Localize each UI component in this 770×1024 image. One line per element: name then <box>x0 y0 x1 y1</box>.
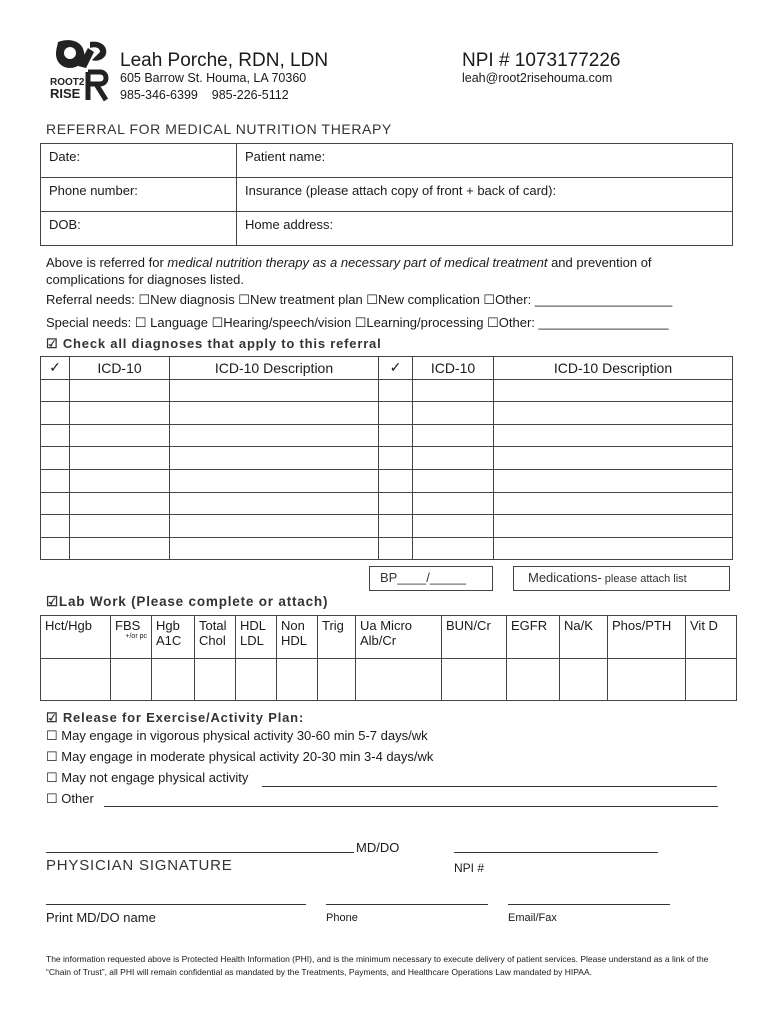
icd-row <box>41 492 733 515</box>
logo-text-rise: RISE <box>50 86 81 101</box>
print-name-label: Print MD/DO name <box>46 910 156 925</box>
lab-value-cell[interactable] <box>318 659 356 701</box>
date-field[interactable] <box>41 144 237 178</box>
phone-field[interactable] <box>41 178 237 212</box>
icd-check-cell-2[interactable] <box>379 402 413 425</box>
icd-row <box>41 469 733 492</box>
icd-check-cell[interactable] <box>41 492 70 515</box>
medications-label: Medications- <box>528 570 602 585</box>
icd10-cell-2[interactable] <box>413 424 494 447</box>
icd10-header: ICD-10 <box>70 357 170 380</box>
exercise-other-line[interactable] <box>104 806 718 807</box>
icd-description-cell[interactable] <box>170 424 379 447</box>
referral-statement-part1: Above is referred for <box>46 255 168 270</box>
lab-column-label: EGFR <box>511 618 548 633</box>
icd-check-cell[interactable] <box>41 537 70 560</box>
icd-check-cell[interactable] <box>41 469 70 492</box>
referral-statement <box>46 254 726 288</box>
lab-column-header <box>318 616 356 659</box>
icd-check-cell[interactable] <box>41 447 70 470</box>
icd-description-cell-2[interactable] <box>494 379 733 402</box>
lab-column-label-2: LDL <box>240 633 264 648</box>
lab-column-header <box>152 616 195 659</box>
root2rise-logo <box>48 38 112 102</box>
exercise-option-other[interactable]: ☐ Other <box>46 791 94 806</box>
icd-row <box>41 447 733 470</box>
lab-value-cell[interactable] <box>686 659 737 701</box>
email-fax-label: Email/Fax <box>508 912 557 924</box>
provider-email: leah@root2risehouma.com <box>462 71 613 85</box>
lab-column-label: FBS <box>115 618 141 633</box>
medications-field[interactable] <box>513 566 730 591</box>
icd-table <box>40 356 733 560</box>
icd-row <box>41 402 733 425</box>
icd-description-cell[interactable] <box>170 515 379 538</box>
icd-check-cell-2[interactable] <box>379 469 413 492</box>
dob-field[interactable] <box>41 212 237 246</box>
diagnoses-heading: ☑ Check all diagnoses that apply to this referral <box>46 336 382 351</box>
lab-value-cell[interactable] <box>560 659 608 701</box>
lab-column-header <box>41 616 111 659</box>
icd-description-cell-2[interactable] <box>494 537 733 560</box>
lab-column-header <box>356 616 442 659</box>
lab-column-label-2: Chol <box>199 633 226 648</box>
lab-column-label: Ua Micro <box>360 618 413 633</box>
patient-name-field[interactable] <box>237 144 733 178</box>
icd-check-cell-2[interactable] <box>379 379 413 402</box>
icd10-cell[interactable] <box>70 469 170 492</box>
icd-check-header: ✓ <box>41 357 70 380</box>
phone-label: Phone <box>326 912 358 924</box>
lab-value-cell[interactable] <box>442 659 507 701</box>
form-title: REFERRAL FOR MEDICAL NUTRITION THERAPY <box>46 121 392 137</box>
email-fax-line[interactable] <box>508 904 670 905</box>
icd-row <box>41 537 733 560</box>
icd-description-header-2: ICD-10 Description <box>494 357 733 380</box>
lab-column-header <box>195 616 236 659</box>
icd-description-cell-2[interactable] <box>494 492 733 515</box>
phone-label: Phone number: <box>49 183 138 198</box>
lab-column-header <box>608 616 686 659</box>
patient-name-label: Patient name: <box>245 149 326 164</box>
icd-check-cell-2[interactable] <box>379 492 413 515</box>
lab-column-label: Phos/PTH <box>612 618 672 633</box>
lab-column-label: HDL <box>240 618 267 633</box>
insurance-field[interactable] <box>237 178 733 212</box>
referral-statement-part2: and prevention of complications for diagnoses listed. <box>46 255 652 287</box>
home-address-label: Home address: <box>245 217 334 232</box>
icd-row <box>41 515 733 538</box>
icd-description-cell-2[interactable] <box>494 402 733 425</box>
icd-description-cell[interactable] <box>170 402 379 425</box>
icd10-cell-2[interactable] <box>413 379 494 402</box>
icd-description-cell-2[interactable] <box>494 447 733 470</box>
icd-check-cell-2[interactable] <box>379 537 413 560</box>
lab-value-cell[interactable] <box>195 659 236 701</box>
insurance-label: Insurance (please attach copy of front + back of card): <box>245 183 557 198</box>
lab-table <box>40 615 737 701</box>
lab-value-cell[interactable] <box>111 659 152 701</box>
icd-check-cell-2[interactable] <box>379 424 413 447</box>
lab-column-label: Na/K <box>564 618 593 633</box>
lab-value-cell[interactable] <box>507 659 560 701</box>
lab-heading: ☑Lab Work (Please complete or attach) <box>46 594 329 609</box>
dob-label: DOB: <box>49 217 81 232</box>
icd-description-cell-2[interactable] <box>494 469 733 492</box>
print-name-line[interactable] <box>46 904 306 905</box>
icd-description-cell[interactable] <box>170 447 379 470</box>
icd-check-cell[interactable] <box>41 515 70 538</box>
hipaa-footer: The information requested above is Protected Health Information (PHI), and is the minimum necessary to execute delivery of patient services. Please understand as a link of the “Chain of Trust”, all PHI will remain confidential as mandated by the Treatments, Payments, and Healthcare Operations Law mandated by HIPAA. <box>46 954 709 977</box>
icd-check-cell[interactable] <box>41 402 70 425</box>
lab-column-sublabel: +/or pc <box>125 633 147 640</box>
icd10-cell[interactable] <box>70 515 170 538</box>
lab-column-header <box>236 616 277 659</box>
icd-description-cell-2[interactable] <box>494 424 733 447</box>
icd-row <box>41 379 733 402</box>
lab-value-cell[interactable] <box>236 659 277 701</box>
icd10-cell-2[interactable] <box>413 492 494 515</box>
lab-column-header <box>560 616 608 659</box>
lab-value-cell[interactable] <box>356 659 442 701</box>
icd10-header-2: ICD-10 <box>413 357 494 380</box>
icd-description-cell[interactable] <box>170 492 379 515</box>
icd-check-cell-2[interactable] <box>379 447 413 470</box>
icd-check-cell[interactable] <box>41 379 70 402</box>
icd10-cell[interactable] <box>70 402 170 425</box>
lab-column-label: Vit D <box>690 618 718 633</box>
medications-note: please attach list <box>601 573 687 585</box>
icd10-cell[interactable] <box>70 447 170 470</box>
phone-line[interactable] <box>326 904 488 905</box>
icd-description-cell-2[interactable] <box>494 515 733 538</box>
icd10-cell-2[interactable] <box>413 515 494 538</box>
lab-column-header <box>111 616 152 659</box>
icd10-cell[interactable] <box>70 379 170 402</box>
lab-column-label: BUN/Cr <box>446 618 491 633</box>
patient-info-table <box>40 143 733 246</box>
signature-line[interactable] <box>46 852 354 853</box>
provider-name: Leah Porche, RDN, LDN <box>120 50 329 71</box>
icd-description-cell[interactable] <box>170 379 379 402</box>
icd-description-cell[interactable] <box>170 469 379 492</box>
icd10-cell[interactable] <box>70 424 170 447</box>
exercise-heading: ☑ Release for Exercise/Activity Plan: <box>46 710 305 725</box>
home-address-field[interactable] <box>237 212 733 246</box>
referral-statement-italic: medical nutrition therapy as a necessary part of medical treatment <box>167 255 548 270</box>
icd-description-cell[interactable] <box>170 537 379 560</box>
icd-check-header-2: ✓ <box>379 357 413 380</box>
lab-column-label: Hct/Hgb <box>45 618 92 633</box>
icd-check-cell[interactable] <box>41 424 70 447</box>
lab-column-label: Hgb <box>156 618 180 633</box>
icd10-cell-2[interactable] <box>413 402 494 425</box>
lab-column-label: Trig <box>322 618 344 633</box>
icd10-cell[interactable] <box>70 537 170 560</box>
exercise-option-none[interactable]: ☐ May not engage physical activity <box>46 770 249 785</box>
lab-value-cell[interactable] <box>41 659 111 701</box>
mddo-label: MD/DO <box>356 840 400 855</box>
icd10-cell-2[interactable] <box>413 469 494 492</box>
lab-column-header <box>277 616 318 659</box>
provider-address: 605 Barrow St. Houma, LA 70360 <box>120 71 307 85</box>
provider-phones: 985-346-6399 985-226-5112 <box>120 88 289 102</box>
special-needs[interactable]: Special needs: ☐ Language ☐Hearing/speech/vision ☐Learning/processing ☐Other: __________________ <box>46 315 669 330</box>
exercise-option-moderate[interactable]: ☐ May engage in moderate physical activity 20-30 min 3-4 days/wk <box>46 749 434 764</box>
date-label: Date: <box>49 149 81 164</box>
icd-description-header: ICD-10 Description <box>170 357 379 380</box>
exercise-option-vigorous[interactable]: ☐ May engage in vigorous physical activity 30-60 min 5-7 days/wk <box>46 728 428 743</box>
lab-value-cell[interactable] <box>277 659 318 701</box>
lab-value-cell[interactable] <box>152 659 195 701</box>
exercise-none-line[interactable] <box>262 786 717 787</box>
lab-value-cell[interactable] <box>608 659 686 701</box>
lab-column-label-2: Alb/Cr <box>360 633 397 648</box>
icd10-cell[interactable] <box>70 492 170 515</box>
icd-row <box>41 424 733 447</box>
lab-column-label: Non <box>281 618 305 633</box>
lab-column-label-2: HDL <box>281 633 308 648</box>
lab-column-header <box>442 616 507 659</box>
lab-column-header <box>507 616 560 659</box>
icd10-cell-2[interactable] <box>413 447 494 470</box>
npi-label: NPI # <box>454 861 485 875</box>
lab-column-header <box>686 616 737 659</box>
lab-column-label-2: A1C <box>156 633 182 648</box>
bp-field[interactable]: BP____/_____ <box>369 566 493 591</box>
logo-text-root2: ROOT2 <box>50 77 85 88</box>
referral-needs[interactable]: Referral needs: ☐New diagnosis ☐New treatment plan ☐New complication ☐Other: ___________________ <box>46 292 673 307</box>
icd10-cell-2[interactable] <box>413 537 494 560</box>
physician-signature-label: PHYSICIAN SIGNATURE <box>46 857 233 874</box>
icd-check-cell-2[interactable] <box>379 515 413 538</box>
lab-column-label: Total <box>199 618 227 633</box>
provider-npi: NPI # 1073177226 <box>462 50 621 71</box>
npi-line[interactable] <box>454 852 658 853</box>
